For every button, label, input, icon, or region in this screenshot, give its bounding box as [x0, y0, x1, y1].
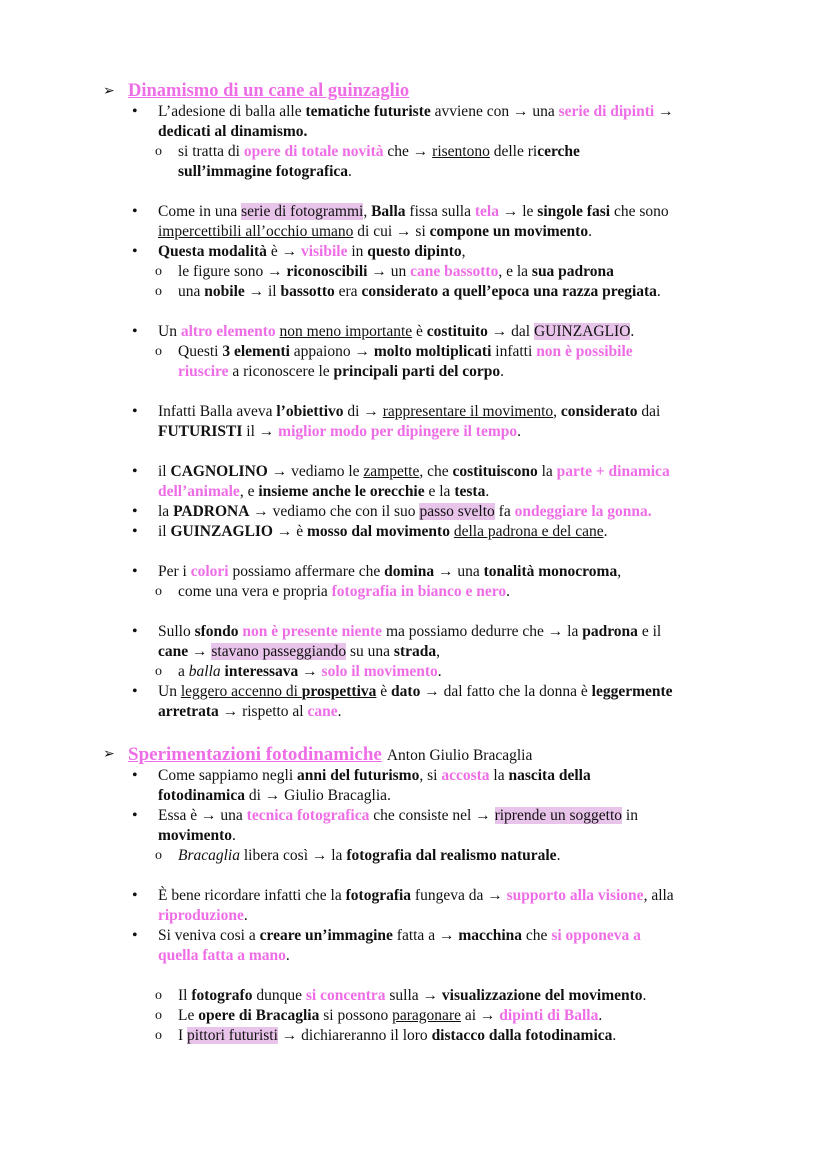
plain-text: → rispetto al: [218, 703, 308, 720]
plain-text: il: [158, 463, 171, 480]
bullet-marker: •: [132, 767, 138, 784]
plain-text: .: [232, 827, 236, 844]
bold-text: macchina: [458, 927, 523, 944]
plain-text: in: [347, 243, 368, 260]
bold-text: fotografia: [345, 887, 412, 904]
plain-text: di cui → si: [353, 223, 430, 240]
plain-text: .: [612, 1027, 617, 1044]
section-arrow-icon: ➢: [103, 83, 115, 99]
pink-keyword: parte + dinamica: [556, 463, 670, 480]
bullet-item: [0, 926, 828, 946]
bullet-item: [0, 522, 828, 542]
sub-bullet-marker: o: [155, 264, 162, 279]
sub-bullet-marker: o: [155, 284, 162, 299]
plain-text: Si veniva cosi a: [158, 927, 260, 944]
bullet-item: [0, 562, 828, 582]
pink-keyword: dipinti di Balla: [499, 1007, 599, 1024]
blank-line: [0, 442, 828, 462]
bold-text: fotodinamica: [158, 787, 245, 804]
underlined-text: rappresentare il movimento: [382, 403, 554, 420]
plain-text: Come in una: [158, 203, 242, 220]
bold-text: sull’immagine fotografica: [178, 163, 349, 180]
plain-text: → dal fatto che la donna è: [420, 683, 592, 700]
bullet-marker: •: [132, 623, 138, 640]
plain-text: →: [188, 643, 212, 660]
plain-text: che →: [383, 143, 433, 160]
bullet-item: [0, 766, 828, 786]
pink-keyword: tecnica fotografica: [246, 807, 370, 824]
bold-text: considerato: [560, 403, 638, 420]
plain-text: , e: [239, 483, 259, 500]
plain-text: ma possiamo dedurre che → la: [382, 623, 583, 640]
plain-text: → vediamo le: [267, 463, 364, 480]
highlighted-text: riprende un soggetto: [494, 807, 623, 824]
plain-text: .: [517, 423, 522, 440]
plain-text: ,: [436, 643, 440, 660]
pink-keyword: serie di dipinti: [558, 103, 655, 120]
highlighted-text: serie di fotogrammi: [241, 203, 364, 220]
plain-text: che sono: [610, 203, 669, 220]
plain-text: ,: [553, 403, 561, 420]
bold-text: arretrata: [158, 703, 219, 720]
plain-text: in: [622, 807, 638, 824]
sub-bullet-marker: o: [155, 344, 162, 359]
bold-text: questo dipinto: [367, 243, 462, 260]
plain-text: si tratta di: [178, 143, 244, 160]
underlined-text: della padrona e del cane: [453, 523, 604, 540]
bold-text: singole fasi: [537, 203, 611, 220]
sub-bullet-item: [0, 986, 828, 1006]
plain-text: a: [178, 663, 189, 680]
bullet-marker: •: [132, 807, 138, 824]
plain-text: → il: [244, 283, 281, 300]
sub-bullet-marker: o: [155, 848, 162, 863]
plain-text: una: [178, 283, 205, 300]
bullet-marker: •: [132, 323, 138, 340]
plain-text: come una vera e propria: [178, 583, 332, 600]
bold-text: Balla: [371, 203, 406, 220]
bold-text: l’obiettivo: [276, 403, 344, 420]
pink-keyword: fotografia in bianco e nero: [331, 583, 507, 600]
bullet-marker: •: [132, 523, 138, 540]
bold-text: strada: [393, 643, 437, 660]
pink-keyword: cane: [307, 703, 338, 720]
section-arrow-icon: ➢: [103, 746, 115, 762]
plain-text: e la: [424, 483, 455, 500]
pink-keyword: si concentra: [305, 987, 386, 1004]
bullet-item: [0, 682, 828, 702]
bullet-item: [0, 202, 828, 222]
bold-text: considerato a quell’epoca una razza pregiata: [361, 283, 657, 300]
bold-text: bassotto: [280, 283, 335, 300]
plain-text: .: [285, 947, 290, 964]
continuation-line: [0, 826, 828, 846]
bold-text: visualizzazione del movimento: [441, 987, 643, 1004]
plain-text: .: [588, 223, 592, 240]
pink-keyword: ondeggiare la gonna.: [514, 503, 652, 520]
bullet-marker: •: [132, 503, 138, 520]
underlined-text: risentono: [432, 143, 490, 160]
plain-text: .: [556, 847, 561, 864]
plain-text: Come sappiamo negli: [158, 767, 298, 784]
bold-text: padrona: [582, 623, 638, 640]
plain-text: è: [412, 323, 427, 340]
plain-text: Un: [158, 323, 181, 340]
blank-line: [0, 542, 828, 562]
pink-keyword: accosta: [441, 767, 490, 784]
sub-bullet-marker: o: [155, 1008, 162, 1023]
bullet-item: [0, 622, 828, 642]
bullet-item: [0, 242, 828, 262]
bullet-marker: •: [132, 563, 138, 580]
bold-text: Questa modalità: [158, 243, 267, 260]
pink-keyword: quella fatta a mano: [158, 947, 286, 964]
blank-line: [0, 182, 828, 202]
bold-text: mosso dal movimento: [307, 523, 454, 540]
plain-text: di →: [343, 403, 383, 420]
continuation-line: [0, 222, 828, 242]
pink-keyword: cane bassotto: [410, 263, 499, 280]
bold-text: dedicati al dinamismo.: [158, 123, 308, 140]
plain-text: .: [243, 907, 248, 924]
plain-text: → le: [498, 203, 538, 220]
sub-bullet-marker: o: [155, 988, 162, 1003]
bullet-item: [0, 886, 828, 906]
sub-bullet-item: [0, 1006, 828, 1026]
plain-text: , e la: [498, 263, 532, 280]
bold-text: insieme anche le orecchie: [258, 483, 425, 500]
plain-text: .: [437, 663, 442, 680]
plain-text: che consiste nel →: [369, 807, 495, 824]
blank-line: [0, 966, 828, 986]
pink-keyword: non è presente niente: [242, 623, 383, 640]
plain-text: fa: [494, 503, 515, 520]
bullet-marker: •: [132, 103, 138, 120]
continuation-line: [0, 162, 828, 182]
pink-keyword: non è possibile: [536, 343, 633, 360]
bold-text: molto moltiplicati: [373, 343, 492, 360]
plain-text: ai →: [460, 1007, 500, 1024]
plain-text: Sullo: [158, 623, 195, 640]
underlined-text: non meno importante: [279, 323, 413, 340]
plain-text: su una: [346, 643, 394, 660]
continuation-line: [0, 122, 828, 142]
sub-bullet-item: [0, 582, 828, 602]
bullet-item: [0, 402, 828, 422]
bold-text: 3 elementi: [222, 343, 290, 360]
bold-text: costituiscono: [452, 463, 538, 480]
continuation-line: [0, 362, 828, 382]
plain-text: Un: [158, 683, 181, 700]
plain-text: .: [506, 583, 511, 600]
bold-text: nascita della: [508, 767, 591, 784]
plain-text: era: [334, 283, 362, 300]
pink-keyword: colori: [190, 563, 229, 580]
underlined-text: paragonare: [392, 1007, 461, 1024]
bullet-marker: •: [132, 927, 138, 944]
sub-bullet-item: [0, 662, 828, 682]
plain-text: → dichiareranno il loro: [277, 1027, 432, 1044]
continuation-line: [0, 906, 828, 926]
plain-text: .: [656, 283, 661, 300]
pink-keyword: si opponeva a: [551, 927, 641, 944]
plain-text: → dal: [487, 323, 534, 340]
bold-text: CAGNOLINO: [170, 463, 268, 480]
bold-text: cerche: [537, 143, 580, 160]
plain-text: .: [500, 363, 505, 380]
bold-text: cane: [158, 643, 189, 660]
bullet-marker: •: [132, 243, 138, 260]
bold-text: costituito: [426, 323, 488, 340]
plain-text: Infatti Balla aveva: [158, 403, 277, 420]
pink-keyword: riuscire: [178, 363, 229, 380]
pink-keyword: tela: [474, 203, 499, 220]
continuation-line: [0, 422, 828, 442]
section-heading-sperimentazioni: [0, 743, 828, 766]
pink-keyword: opere di totale novità: [243, 143, 384, 160]
bullet-item: [0, 502, 828, 522]
pink-keyword: miglior modo per dipingere il tempo: [278, 423, 518, 440]
pink-keyword: solo il movimento: [321, 663, 438, 680]
bold-text: nobile: [204, 283, 245, 300]
blank-line: [0, 602, 828, 622]
plain-text: , si: [419, 767, 442, 784]
plain-text: la: [489, 767, 509, 784]
bold-text: creare un’immagine: [259, 927, 393, 944]
bold-text: GUINZAGLIO: [170, 523, 273, 540]
plain-text: →: [654, 103, 674, 120]
blank-line: [0, 866, 828, 886]
plain-text: appaiono →: [289, 343, 374, 360]
bold-text: opere di Bracaglia: [198, 1007, 320, 1024]
plain-text: .: [337, 703, 342, 720]
bullet-marker: •: [132, 683, 138, 700]
pink-keyword: riproduzione: [158, 907, 244, 924]
bold-text: anni del futurismo: [297, 767, 420, 784]
plain-text: di → Giulio Bracaglia.: [244, 787, 391, 804]
plain-text: → vediamo che con il suo: [249, 503, 420, 520]
bold-text: FUTURISTI: [158, 423, 243, 440]
pink-keyword: supporto alla visione: [506, 887, 644, 904]
plain-text: fatta a →: [392, 927, 459, 944]
section-title: Sperimentazioni fotodinamiche: [128, 744, 382, 765]
bold-text: PADRONA: [173, 503, 250, 520]
plain-text: fissa sulla: [405, 203, 475, 220]
plain-text: infatti: [491, 343, 537, 360]
highlighted-text: pittori futuristi: [187, 1027, 278, 1044]
italic-text: balla: [188, 663, 221, 680]
plain-text: → un: [367, 263, 411, 280]
bold-text: dato: [391, 683, 421, 700]
bold-text: tonalità monocroma: [483, 563, 618, 580]
bold-underlined-text: prospettiva: [301, 683, 377, 700]
plain-text: è: [376, 683, 392, 700]
sub-bullet-marker: o: [155, 1028, 162, 1043]
bold-text: tematiche futuriste: [305, 103, 431, 120]
plain-text: che: [522, 927, 552, 944]
blank-line: [0, 722, 828, 742]
bold-text: sfondo: [194, 623, 243, 640]
plain-text: si possono: [319, 1007, 393, 1024]
bullet-item: [0, 102, 828, 122]
plain-text: .: [348, 163, 352, 180]
pink-keyword: visibile: [300, 243, 348, 260]
plain-text: la: [158, 503, 174, 520]
plain-text: avviene con → una: [430, 103, 559, 120]
plain-text: .: [485, 483, 490, 500]
bold-text: compone un movimento: [429, 223, 589, 240]
bold-text: domina: [384, 563, 435, 580]
continuation-line: [0, 946, 828, 966]
continuation-line: [0, 786, 828, 806]
section-heading-dinamismo: [0, 80, 828, 102]
plain-text: → una: [434, 563, 484, 580]
plain-text: fungeva da →: [411, 887, 507, 904]
plain-text: il →: [242, 423, 279, 440]
sub-bullet-marker: o: [155, 664, 162, 679]
bold-text: fotografo: [191, 987, 253, 1004]
bullet-marker: •: [132, 403, 138, 420]
plain-text: Per i: [158, 563, 191, 580]
plain-text: ,: [363, 203, 372, 220]
bold-text: principali parti del corpo: [333, 363, 501, 380]
bold-text: distacco dalla fotodinamica: [431, 1027, 613, 1044]
underlined-text: leggero accenno di: [180, 683, 302, 700]
continuation-line: [0, 482, 828, 502]
plain-text: .: [642, 987, 647, 1004]
plain-text: dunque: [252, 987, 306, 1004]
plain-text: ,: [461, 243, 466, 260]
bullet-item: [0, 322, 828, 342]
bold-text: interessava →: [220, 663, 322, 680]
continuation-line: [0, 702, 828, 722]
sub-bullet-item: [0, 262, 828, 282]
plain-text: Il: [178, 987, 192, 1004]
plain-text: , alla: [643, 887, 674, 904]
highlighted-text: GUINZAGLIO: [533, 323, 631, 340]
bold-text: riconoscibili: [286, 263, 368, 280]
bold-text: leggermente: [591, 683, 673, 700]
plain-text: Essa è → una: [158, 807, 247, 824]
bullet-marker: •: [132, 203, 138, 220]
plain-text: ,: [617, 563, 622, 580]
section-author: Anton Giulio Bracaglia: [386, 747, 533, 764]
continuation-line: [0, 642, 828, 662]
plain-text: a riconoscere le: [228, 363, 334, 380]
blank-line: [0, 302, 828, 322]
plain-text: le figure sono →: [178, 263, 287, 280]
blank-line: [0, 382, 828, 402]
plain-text: delle ri: [489, 143, 538, 160]
plain-text: Le: [178, 1007, 199, 1024]
italic-text: Bracaglia: [178, 847, 240, 864]
plain-text: → è: [273, 523, 308, 540]
plain-text: libera così → la: [240, 847, 347, 864]
plain-text: il: [158, 523, 171, 540]
plain-text: È bene ricordare infatti che la: [158, 887, 346, 904]
plain-text: .: [603, 523, 608, 540]
plain-text: la: [537, 463, 557, 480]
bullet-marker: •: [132, 887, 138, 904]
pink-keyword: altro elemento: [180, 323, 280, 340]
highlighted-text: passo svelto: [419, 503, 495, 520]
plain-text: sulla →: [385, 987, 442, 1004]
plain-text: I: [178, 1027, 188, 1044]
sub-bullet-marker: o: [155, 144, 162, 159]
bold-text: movimento: [158, 827, 233, 844]
plain-text: e il: [637, 623, 662, 640]
highlighted-text: stavano passeggiando: [211, 643, 347, 660]
sub-bullet-item: [0, 342, 828, 362]
underlined-text: zampette: [363, 463, 420, 480]
sub-bullet-marker: o: [155, 584, 162, 599]
plain-text: L’adesione di balla alle: [158, 103, 306, 120]
bold-text: testa: [454, 483, 486, 500]
bold-text: sua padrona: [531, 263, 614, 280]
plain-text: .: [598, 1007, 603, 1024]
sub-bullet-item: [0, 846, 828, 866]
sub-bullet-item: [0, 1026, 828, 1046]
bullet-item: [0, 462, 828, 482]
plain-text: dai: [637, 403, 661, 420]
bullet-marker: •: [132, 463, 138, 480]
section-title: Dinamismo di un cane al guinzaglio: [128, 81, 410, 101]
plain-text: possiamo affermare che: [228, 563, 385, 580]
underlined-text: impercettibili all’occhio umano: [158, 223, 354, 240]
plain-text: è →: [266, 243, 301, 260]
plain-text: .: [630, 323, 635, 340]
bullet-item: [0, 806, 828, 826]
plain-text: , che: [419, 463, 453, 480]
sub-bullet-item: [0, 142, 828, 162]
sub-bullet-item: [0, 282, 828, 302]
plain-text: Questi: [178, 343, 223, 360]
pink-keyword: dell’animale: [158, 483, 240, 500]
bold-text: fotografia dal realismo naturale: [346, 847, 557, 864]
